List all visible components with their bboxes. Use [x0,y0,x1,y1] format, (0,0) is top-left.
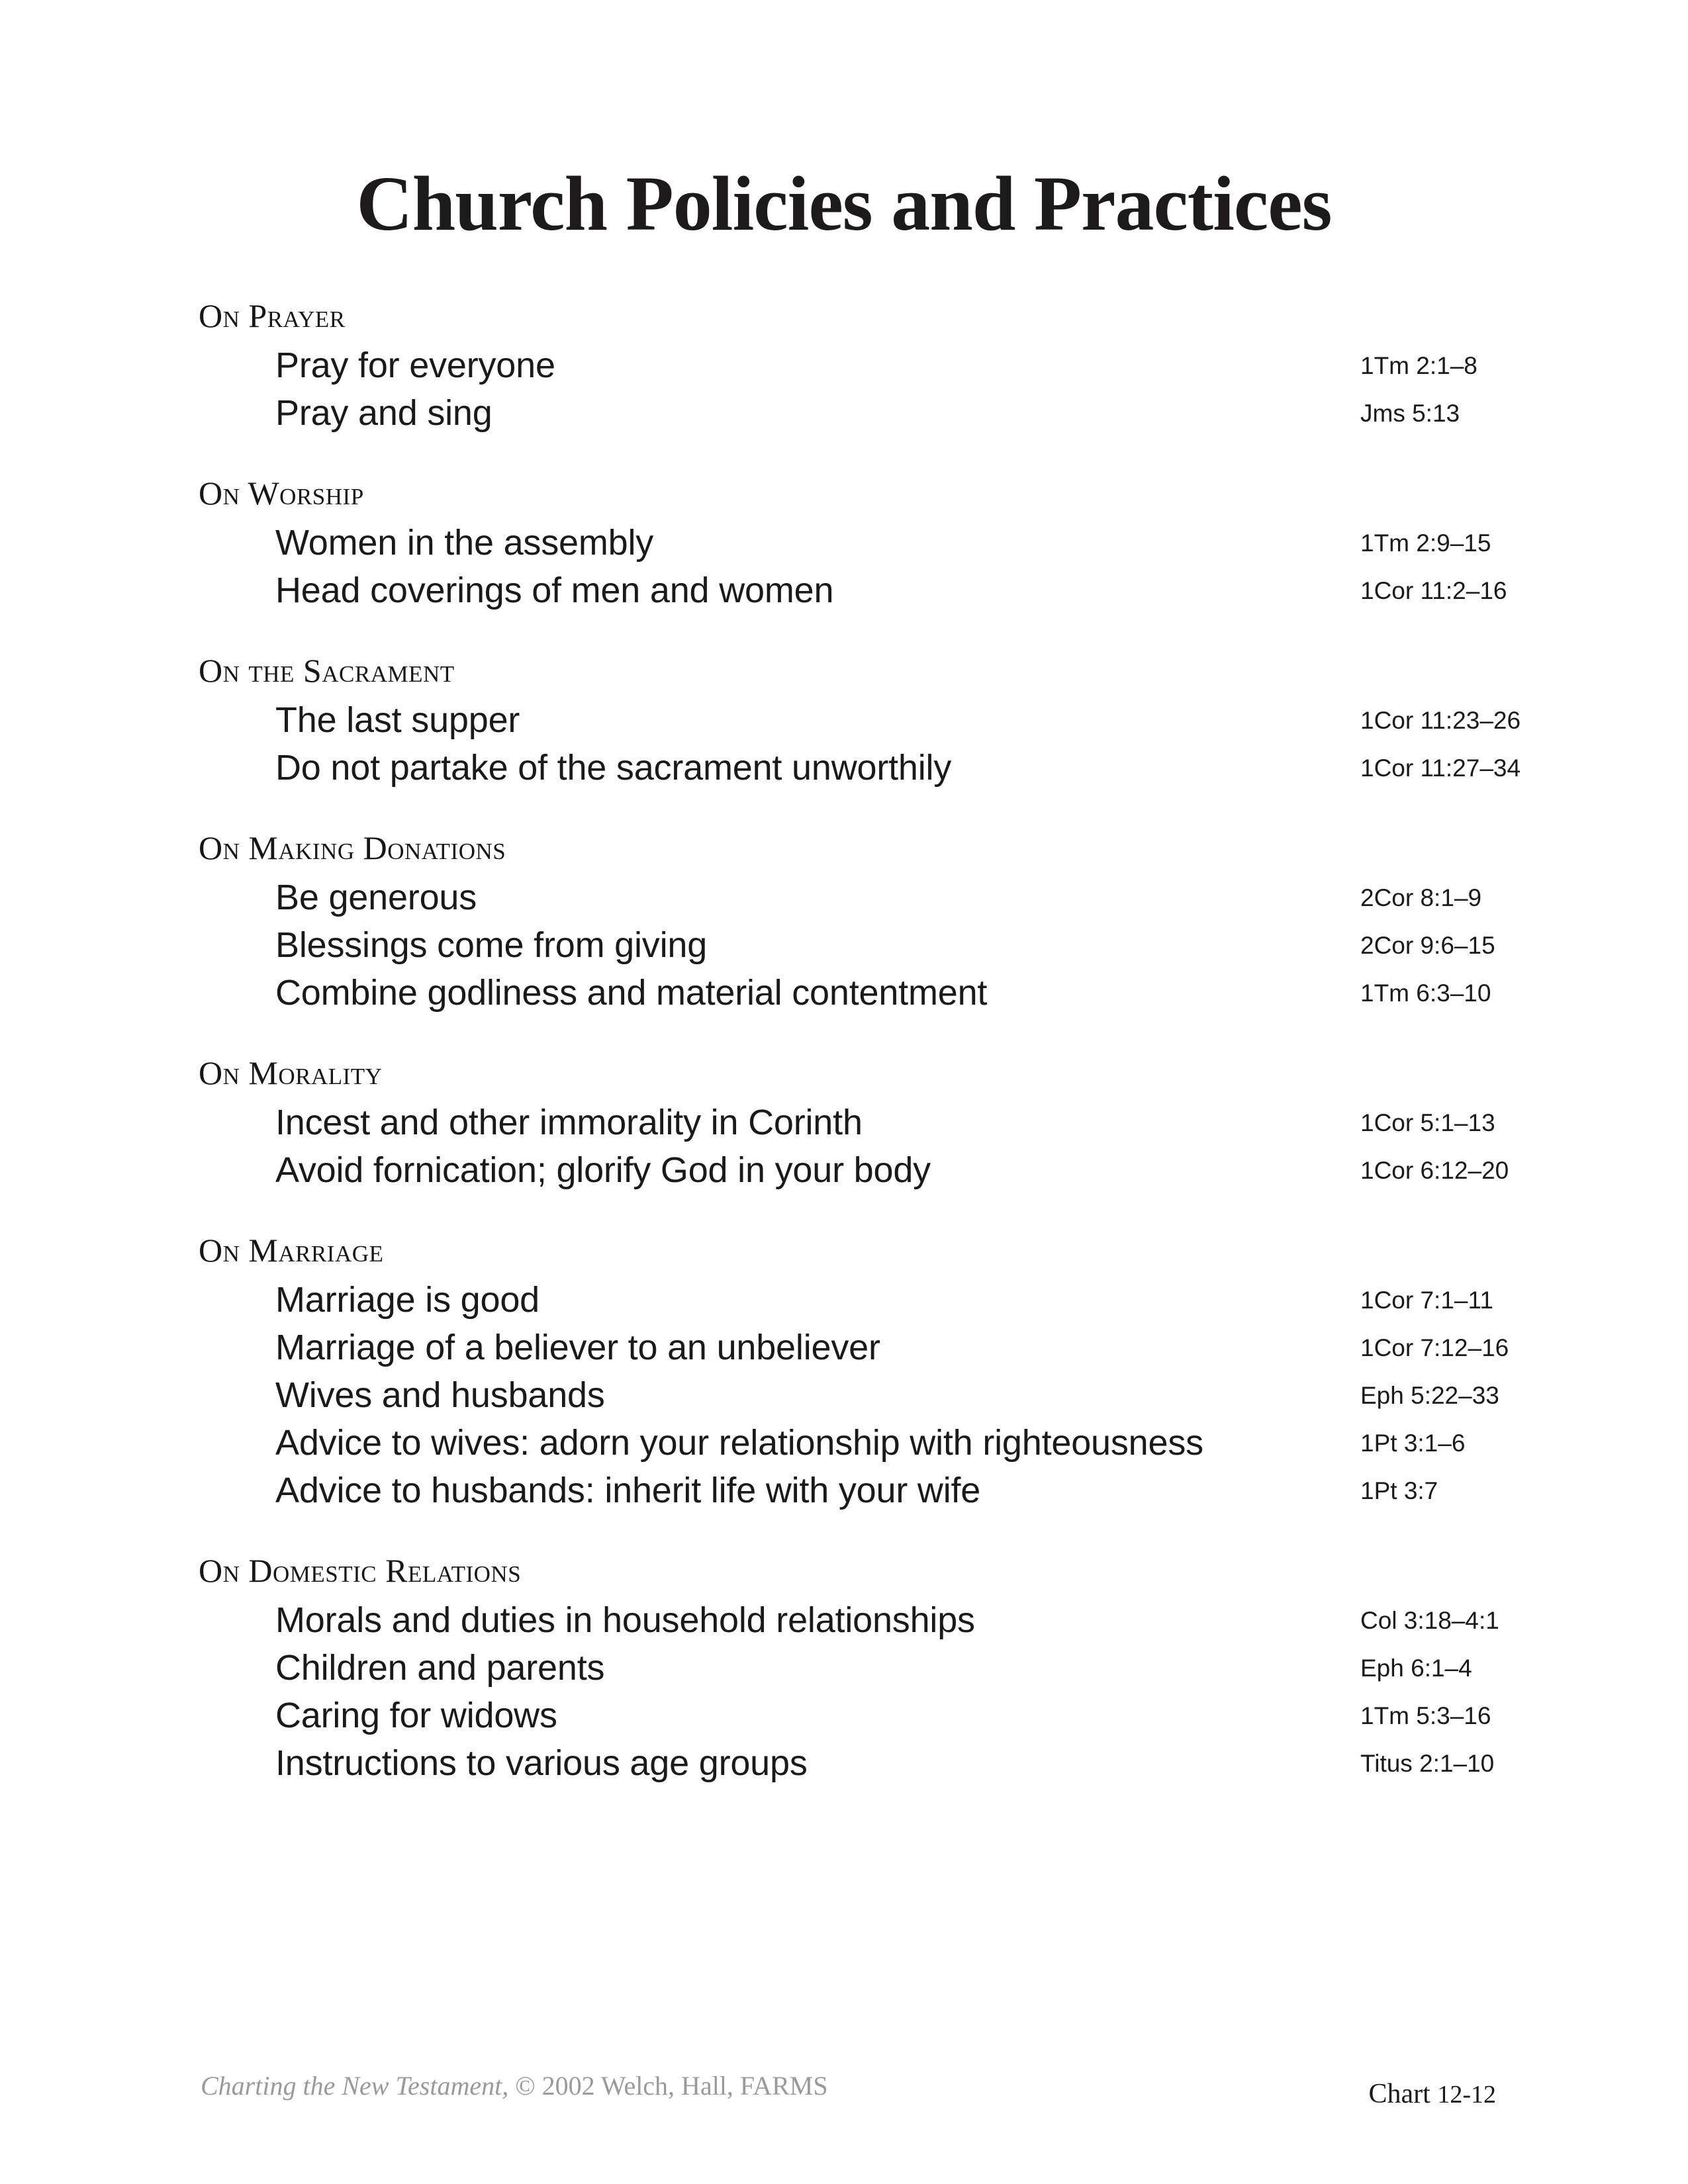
entry-label: Caring for widows [275,1696,557,1735]
entry-label: The last supper [275,700,520,740]
entry-label: Head coverings of men and women [275,570,834,610]
section-header: On Prayer [199,297,346,334]
policy-entry [199,1146,1509,1194]
scripture-reference: 1Pt 3:7 [1360,1477,1438,1504]
scripture-reference: 1Tm 2:1–8 [1360,352,1477,379]
entry-label: Marriage is good [275,1280,540,1320]
entry-label: Advice to wives: adorn your relationship with righteousness [275,1423,1203,1463]
policy-entry [199,1467,1496,1514]
footer-source [201,2070,828,2101]
entry-label: Morals and duties in household relationships [275,1600,975,1640]
entry-label: Children and parents [275,1648,605,1688]
section-header: On the Sacrament [199,652,455,689]
policy-section [199,1054,1509,1194]
scripture-reference: 1Cor 5:1–13 [1360,1109,1495,1136]
policy-entry [199,1371,1499,1419]
scripture-reference: Jms 5:13 [1360,400,1460,427]
policy-entry [199,519,1496,567]
policy-section [199,299,1496,437]
scripture-reference: 2Cor 9:6–15 [1360,932,1495,959]
policy-section [199,652,1521,792]
entry-label: Do not partake of the sacrament unworthily [275,748,952,788]
entry-label: Blessings come from giving [275,925,708,965]
scripture-reference: 1Cor 11:23–26 [1360,707,1521,734]
policy-entry [199,1276,1496,1324]
scripture-reference: 1Tm 5:3–16 [1360,1702,1491,1729]
entry-label: Pray and sing [275,393,492,433]
scripture-reference: 1Cor 7:1–11 [1360,1287,1493,1314]
sections-container [199,297,1521,1787]
entry-label: Combine godliness and material contentment [275,973,988,1013]
policy-entry [199,744,1521,792]
chart-number-value: 12-12 [1437,2081,1496,2109]
section-header: On Domestic Relations [199,1552,522,1589]
policy-entry [199,969,1496,1017]
chart-label: Chart [1368,2079,1438,2109]
policy-section [199,475,1507,614]
entry-label: Incest and other immorality in Corinth [275,1103,863,1142]
policy-entry [199,1692,1496,1739]
scripture-reference: 2Cor 8:1–9 [1360,884,1482,911]
footer-source-title: Charting the New Testament, [201,2071,509,2101]
policy-entry [199,567,1507,614]
policy-entry [199,1644,1496,1692]
scripture-reference: 1Cor 6:12–20 [1360,1157,1509,1184]
section-header: On Marriage [199,1232,384,1269]
scripture-reference: Titus 2:1–10 [1360,1750,1495,1777]
scripture-reference: 1Cor 11:27–34 [1360,754,1521,782]
policy-section [199,1552,1499,1787]
entry-label: Advice to husbands: inherit life with your wife [275,1471,981,1510]
policy-entry [199,1099,1496,1146]
entry-label: Be generous [275,878,477,917]
section-header: On Morality [199,1054,383,1091]
entry-label: Marriage of a believer to an unbeliever [275,1328,880,1367]
scripture-reference: Col 3:18–4:1 [1360,1607,1499,1634]
policy-entry [199,1596,1499,1644]
section-header: On Making Donations [199,829,506,866]
entry-label: Women in the assembly [275,523,654,563]
page-title: Church Policies and Practices [356,160,1332,248]
policy-entry [199,341,1496,389]
scripture-reference: 1Pt 3:1–6 [1360,1430,1466,1457]
scripture-reference: 1Cor 7:12–16 [1360,1334,1509,1361]
section-header: On Worship [199,475,364,512]
policy-entry [199,874,1496,921]
policy-section [199,1232,1509,1514]
policy-entry [199,1419,1496,1467]
policy-entry [199,696,1521,744]
entry-label: Avoid fornication; glorify God in your body [275,1150,931,1190]
scripture-reference: 1Cor 11:2–16 [1360,577,1507,604]
scripture-reference: Eph 6:1–4 [1360,1655,1472,1682]
chart-number [1369,2078,1496,2110]
policy-entry [199,1739,1496,1787]
policy-section [199,831,1496,1017]
entry-label: Wives and husbands [275,1375,605,1415]
policy-entry [199,921,1496,969]
scripture-reference: Eph 5:22–33 [1360,1382,1499,1409]
policy-entry [199,389,1496,437]
policy-entry [199,1324,1509,1371]
entry-label: Pray for everyone [275,345,555,385]
scripture-reference: 1Tm 6:3–10 [1360,979,1491,1007]
entry-label: Instructions to various age groups [275,1743,808,1783]
footer-source-credit: © 2002 Welch, Hall, FARMS [508,2071,828,2101]
scripture-reference: 1Tm 2:9–15 [1360,529,1491,557]
